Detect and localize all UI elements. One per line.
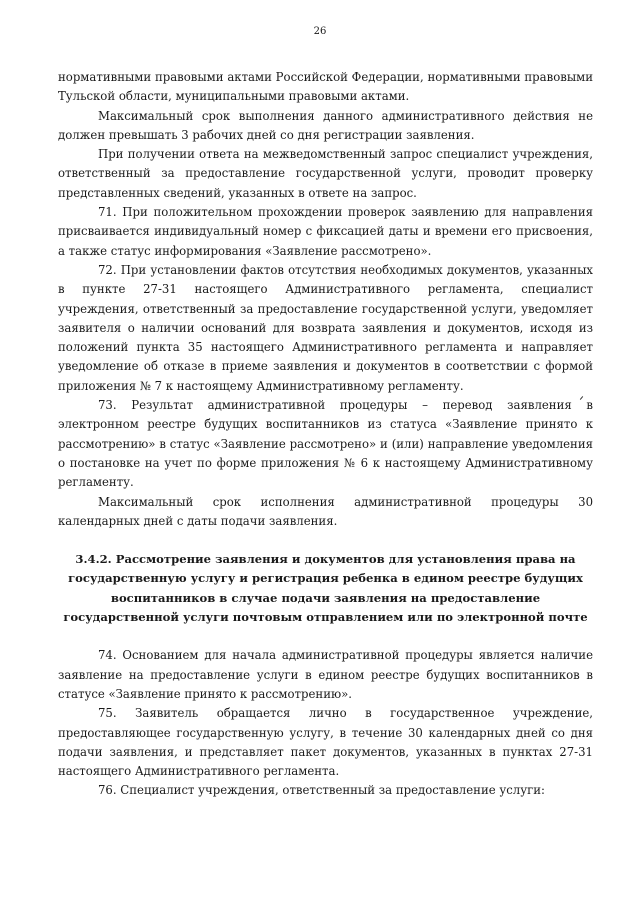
paragraph: Максимальный срок исполнения административной процедуры 30 календарных дней с даты подачи заявления. [58,494,593,528]
paragraph: нормативными правовыми актами Российской Федерации, нормативными правовыми Тульской области, муниципальными правовыми актами. [58,70,593,104]
paragraph: 72. При установлении фактов отсутствия необходимых документов, указанных в пункте 27-31 настоящего Административного регламента, специалист учреждения, ответственный за предоставление государственной услуги, уведомляет заявителя о наличии оснований для возврата заявления и документов, исходя из положений пункта 35 настоящего Административного регламента и направляет уведомление об отказе в приеме заявления и документов в соответствии с формой приложения № 7 к настоящему Административному регламенту. [58,262,593,393]
paragraph: 75. Заявитель обращается лично в государственное учреждение, предоставляющее государственную услугу, в течение 30 календарных дней со дня подачи заявления, и представляет пакет документов, указанных в пунктах 27-31 настоящего Административного регламента. [58,706,593,779]
paragraph: Максимальный срок выполнения данного административного действия не должен превышать 3 рабочих дней со дня регистрации заявления. [58,108,593,142]
paragraph: 71. При положительном прохождении проверок заявлению для направления присваивается индивидуальный номер с фиксацией даты и времени его присвоения, а также статус информирования «Заявление рассмотрено». [58,205,593,258]
paragraphs-after-heading [58,646,593,800]
paragraph: 73. Результат административной процедуры – перевод заявления в электронном реестре будущих воспитанников из статуса «Заявление принято к рассмотрению» в статус «Заявление рассмотрено» и (или) направление уведомления о постановке на учет по форме приложения № 6 к настоящему Административному регламенту. [58,398,593,490]
section-heading: 3.4.2. Рассмотрение заявления и документов для установления права на государственную услугу и регистрация ребенка в едином реестре будущих воспитанников в случае подачи заявления на предоставление государственной услуги почтовым отправлением или по электронной почте [63,552,588,625]
paragraphs-before-heading [58,68,593,531]
paragraph: При получении ответа на межведомственный запрос специалист учреждения, ответственный за предоставление государственной услуги, проводит проверку представленных сведений, указанных в ответе на запрос. [58,147,593,200]
paragraph: 74. Основанием для начала административной процедуры является наличие заявление на предоставление услуги в едином реестре будущих воспитанников в статусе «Заявление принято к рассмотрению». [58,648,593,701]
paragraph: 76. Специалист учреждения, ответственный за предоставление услуги: [98,783,545,798]
document-body [58,68,593,801]
page-number: 26 [313,26,327,37]
